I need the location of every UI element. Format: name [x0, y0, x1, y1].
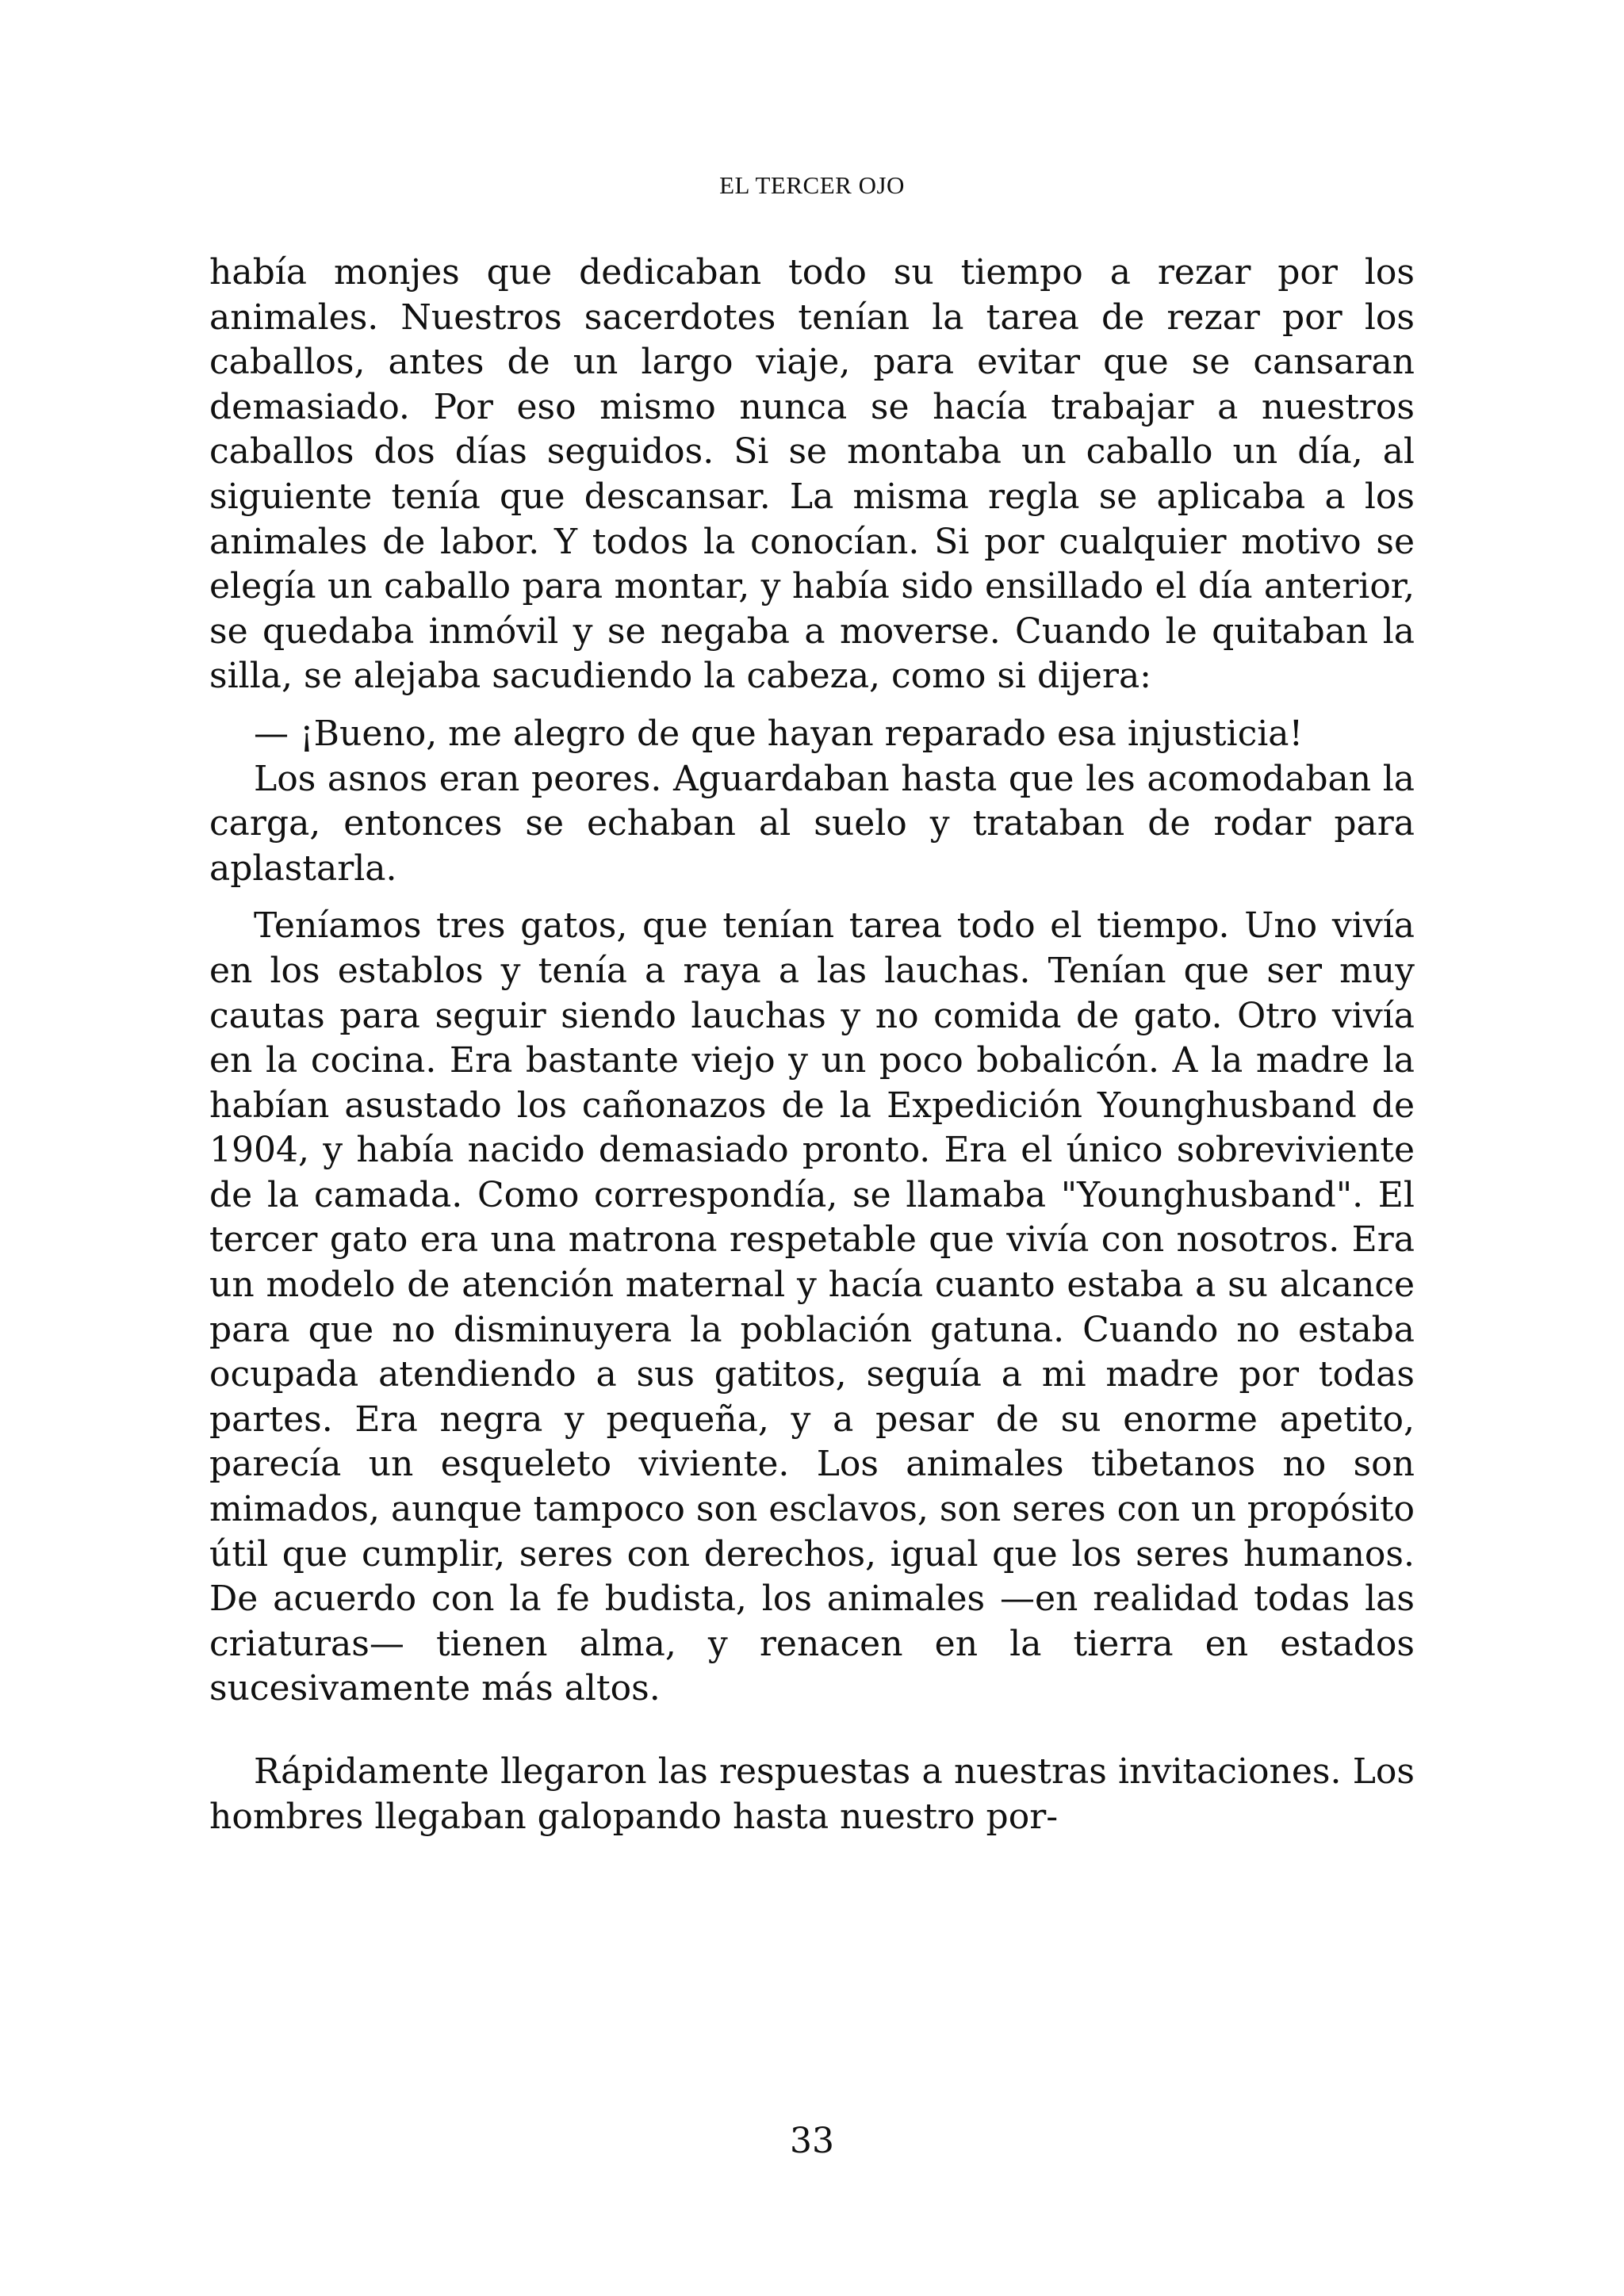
body-text	[209, 251, 1415, 1839]
paragraph-dialogue: — ¡Bueno, me alegro de que hayan reparado esa injusticia!	[254, 713, 1304, 754]
paragraph-cats: Teníamos tres gatos, que tenían tarea todo el tiempo. Uno vivía en los establos y tenía a raya a las lauchas. Tenían que ser muy cautas para seguir siendo lauchas y no comida de gato. Otro vivía en la cocina. Era bastante viejo y un poco bobalicón. A la madre la habían asustado los cañonazos de la Expedición Younghusband de 1904, y había nacido demasiado pronto. Era el único sobreviviente de la camada. Como correspondía, se llamaba "Younghusband". El tercer gato era una matrona respetable que vivía con nosotros. Era un modelo de atención maternal y hacía cuanto estaba a su alcance para que no disminuyera la población gatuna. Cuando no estaba ocupada atendiendo a sus gatitos, seguía a mi madre por todas partes. Era negra y pequeña, y a pesar de su enorme apetito, parecía un esqueleto viviente. Los animales tibetanos no son mimados, aunque tampoco son esclavos, son seres con un propósito útil que cumplir, seres con derechos, igual que los seres humanos. De acuerdo con la fe budista, los animales —en realidad todas las criaturas— tienen alma, y renacen en la tierra en estados sucesivamente más altos.	[209, 905, 1415, 1709]
paragraph-monks-horses: había monjes que dedicaban todo su tiempo a rezar por los animales. Nuestros sacerdotes tenían la tarea de rezar por los caballos, antes de un largo viaje, para evitar que se cansaran demasiado. Por eso mismo nunca se hacía trabajar a nuestros caballos dos días seguidos. Si se montaba un caballo un día, al siguiente tenía que descansar. La misma regla se aplicaba a los animales de labor. Y todos la conocían. Si por cualquier motivo se elegía un caballo para montar, y había sido ensillado el día anterior, se quedaba inmóvil y se negaba a moverse. Cuando le quitaban la silla, se alejaba sacudiendo la cabeza, como si dijera:	[209, 252, 1415, 697]
paragraph-donkeys: Los asnos eran peores. Aguardaban hasta que les acomodaban la carga, entonces se echaban al suelo y trataban de rodar para aplastarla.	[209, 758, 1415, 889]
paragraph-invitations: Rápidamente llegaron las respuestas a nuestras invitaciones. Los hombres llegaban galopando hasta nuestro por-	[209, 1751, 1415, 1837]
running-title: EL TERCER OJO	[719, 171, 905, 199]
page-number: 33	[790, 2121, 834, 2161]
